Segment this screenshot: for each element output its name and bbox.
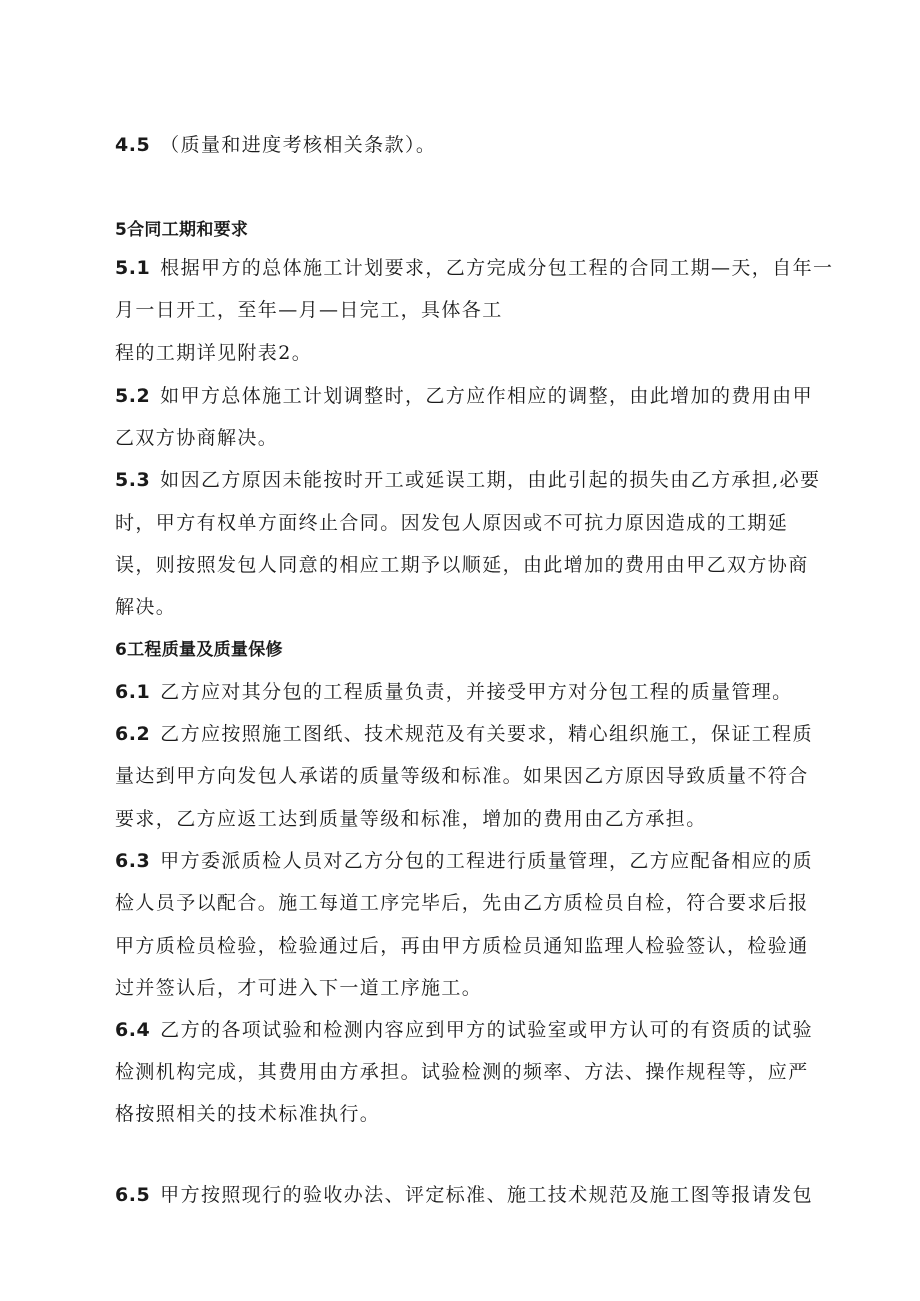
clause-6-4-line-2: 检测机构完成，其费用由方承担。试验检测的频率、方法、操作规程等，应严 xyxy=(115,1061,809,1083)
clause-text: 如甲方总体施工计划调整时，乙方应作相应的调整，由此增加的费用由甲 xyxy=(160,385,813,407)
clause-5-3-line-2: 时，甲方有权单方面终止合同。因发包人原因或不可抗力原因造成的工期延 xyxy=(115,512,789,534)
clause-5-2-line-1 xyxy=(115,383,813,409)
clause-number: 6.5 xyxy=(115,1184,151,1206)
clause-5-1-line-2: 月一日开工，至年—月—日完工，具体各工 xyxy=(115,299,503,321)
clause-text: 根据甲方的总体施工计划要求，乙方完成分包工程的合同工期—天，自年一 xyxy=(160,257,834,279)
clause-4-5 xyxy=(115,132,436,158)
clause-5-3-line-3: 误，则按照发包人同意的相应工期予以顺延，由此增加的费用由甲乙双方协商 xyxy=(115,554,809,576)
clause-text: 乙方应对其分包的工程质量负责，并接受甲方对分包工程的质量管理。 xyxy=(160,681,793,703)
clause-6-3-line-4: 过并签认后，才可进入下一道工序施工。 xyxy=(115,977,483,999)
clause-number: 5.1 xyxy=(115,257,151,279)
clause-number: 6.4 xyxy=(115,1019,151,1041)
clause-number: 6.2 xyxy=(115,723,151,745)
clause-number: 6.3 xyxy=(115,850,151,872)
clause-6-3-line-2: 检人员予以配合。施工每道工序完毕后，先由乙方质检员自检，符合要求后报 xyxy=(115,892,809,914)
clause-number: 5.2 xyxy=(115,385,151,407)
clause-6-1-line-1 xyxy=(115,679,793,705)
clause-5-3-line-1 xyxy=(115,467,820,493)
clause-text: 乙方应按照施工图纸、技术规范及有关要求，精心组织施工，保证工程质 xyxy=(160,723,813,745)
clause-5-2-line-2: 乙双方协商解决。 xyxy=(115,427,279,449)
clause-6-2-line-2: 量达到甲方向发包人承诺的质量等级和标准。如果因乙方原因导致质量不符合 xyxy=(115,765,809,787)
clause-6-3-line-3: 甲方质检员检验，检验通过后，再由甲方质检员通知监理人检验签认，检验通 xyxy=(115,935,809,957)
section-6-heading: 6工程质量及质量保修 xyxy=(115,640,283,660)
clause-number: 4.5 xyxy=(115,134,151,156)
clause-text: 甲方委派质检人员对乙方分包的工程进行质量管理，乙方应配备相应的质 xyxy=(160,850,813,872)
clause-6-4-line-1 xyxy=(115,1017,813,1043)
section-5-heading: 5合同工期和要求 xyxy=(115,220,249,240)
clause-6-3-line-1 xyxy=(115,848,813,874)
clause-6-2-line-3: 要求，乙方应返工达到质量等级和标准，增加的费用由乙方承担。 xyxy=(115,808,707,830)
clause-5-3-line-4: 解决。 xyxy=(115,596,177,618)
clause-number: 6.1 xyxy=(115,681,151,703)
clause-number: 5.3 xyxy=(115,469,151,491)
clause-6-5-line-1 xyxy=(115,1182,813,1208)
clause-6-2-line-1 xyxy=(115,721,813,747)
clause-text: 如因乙方原因未能按时开工或延误工期，由此引起的损失由乙方承担,必要 xyxy=(160,469,821,491)
clause-text: （质量和进度考核相关条款）。 xyxy=(160,134,437,156)
clause-5-1-line-3: 程的工期详见附表2。 xyxy=(115,342,313,364)
clause-5-1-line-1 xyxy=(115,255,833,281)
clause-text: 甲方按照现行的验收办法、评定标准、施工技术规范及施工图等报请发包 xyxy=(160,1184,813,1206)
clause-text: 乙方的各项试验和检测内容应到甲方的试验室或甲方认可的有资质的试验 xyxy=(160,1019,813,1041)
clause-6-4-line-3: 格按照相关的技术标准执行。 xyxy=(115,1103,381,1125)
